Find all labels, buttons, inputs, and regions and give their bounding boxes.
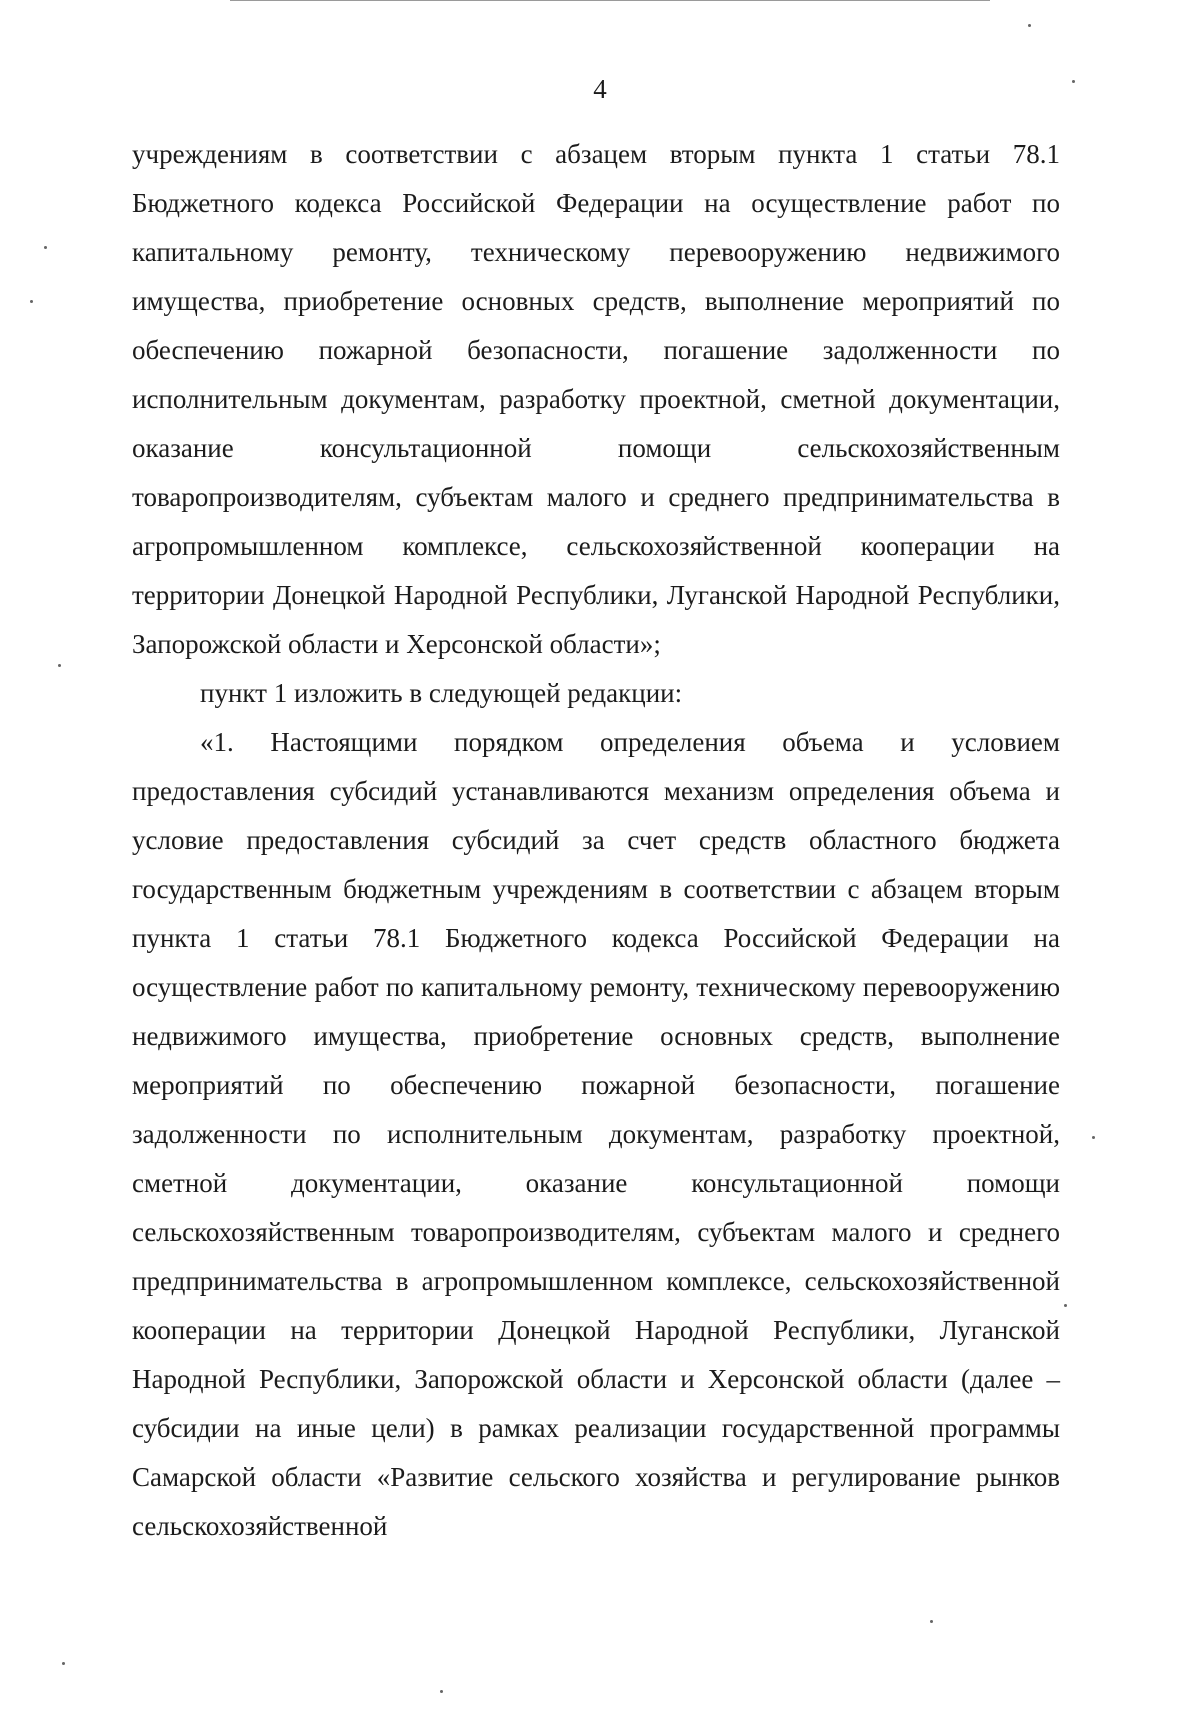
paragraph-clause-1: «1. Настоящими порядком определения объема и условием предоставления субсидий устанавливаются механизм определения объема и условие предоставления субсидий за счет средств областного бюджета государственным бюджетным учреждениям в соответствии с абзацем вторым пункта 1 статьи 78.1 Бюджетного кодекса Российской Федерации на осуществление работ по капитальному ремонту, техническому перевооружению недвижимого имущества, приобретение основных средств, выполнение мероприятий по обеспечению пожарной безопасности, погашение задолженности по исполнительным документам, разработку проектной, сметной документации, оказание консультационной помощи сельскохозяйственным товаропроизводителям, субъектам малого и среднего предпринимательства в агропромышленном комплексе, сельскохозяйственной кооперации на территории Донецкой Народной Республики, Луганской Народной Республики, Запорожской области и Херсонской области (далее – субсидии на иные цели) в рамках реализации государственной программы Самарской области «Развитие сельского хозяйства и регулирование рынков сельскохозяйственной: [132, 727, 1060, 1541]
scan-speck: [1072, 80, 1075, 83]
document-body: [132, 130, 1060, 1551]
scan-speck: [58, 664, 61, 667]
page-number: 4: [593, 74, 607, 104]
scan-speck: [44, 246, 47, 249]
paragraph-amendment-instruction: пункт 1 изложить в следующей редакции:: [200, 678, 683, 708]
scan-speck: [1028, 24, 1031, 27]
scan-speck: [30, 300, 33, 303]
scan-border-top: [230, 0, 990, 1]
scan-speck: [62, 1662, 65, 1665]
scan-speck: [930, 1620, 933, 1623]
scan-speck: [1092, 1136, 1095, 1139]
paragraph-continuation: учреждениям в соответствии с абзацем вторым пункта 1 статьи 78.1 Бюджетного кодекса Российской Федерации на осуществление работ по капитальному ремонту, техническому перевооружению недвижимого имущества, приобретение основных средств, выполнение мероприятий по обеспечению пожарной безопасности, погашение задолженности по исполнительным документам, разработку проектной, сметной документации, оказание консультационной помощи сельскохозяйственным товаропроизводителям, субъектам малого и среднего предпринимательства в агропромышленном комплексе, сельскохозяйственной кооперации на территории Донецкой Народной Республики, Луганской Народной Республики, Запорожской области и Херсонской области»;: [132, 139, 1060, 659]
scan-speck: [1064, 1304, 1067, 1307]
scan-speck: [440, 1690, 443, 1693]
